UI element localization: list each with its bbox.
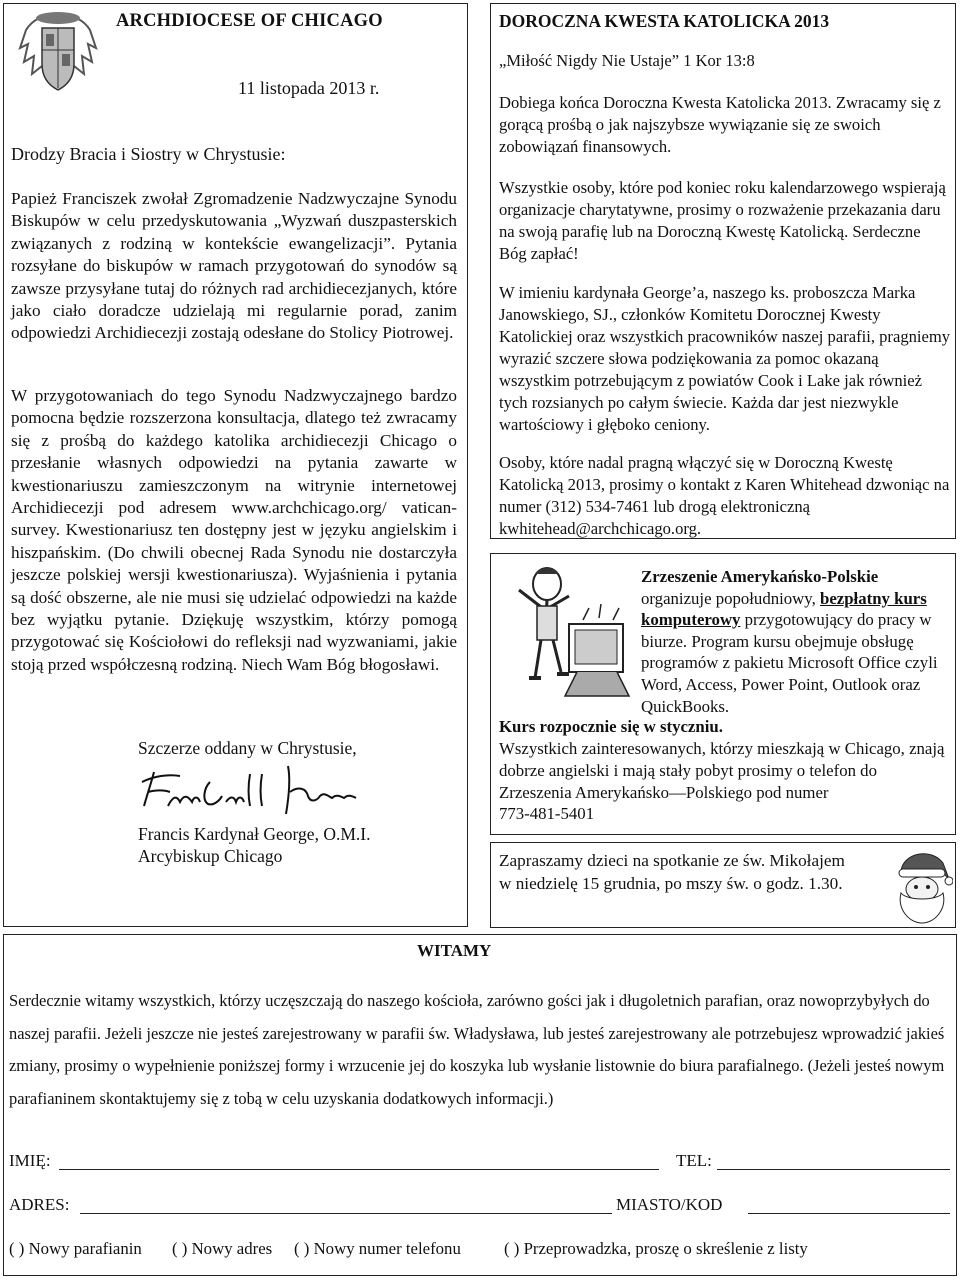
tel-field[interactable] xyxy=(717,1169,950,1170)
course-info: Wszystkich zainteresowanych, którzy mieszkają w Chicago, znają dobrze angielski i mają stały pobyt prosimy o telefon do Zrzeszenia Amerykańsko—Polskiego pod numer xyxy=(499,739,945,802)
santa-icon xyxy=(891,845,953,925)
letter-title: ARCHDIOCESE OF CHICAGO xyxy=(116,11,383,31)
course-phone: 773-481-5401 xyxy=(499,804,595,823)
course-highlight: bezpłatny kurs komputerowy xyxy=(641,588,927,630)
signature-drawing xyxy=(140,762,370,818)
santa-announcement xyxy=(490,842,956,928)
witamy-title: WITAMY xyxy=(417,941,492,960)
appeal-paragraph: Osoby, które nadal pragną włączyć się w Doroczną Kwestę Katolicką 2013, prosimy o kontakt z Karen Whitehead dzwoniąc na numer (312) 534-7461 lub drogą elektroniczną kwhitehead@archchicago.org. xyxy=(499,453,950,538)
course-text-2: przygotowujący do pracy w biurze. Program kursu obejmuje obsługę programów z pakietu Microsoft Office czyli Word, Access, Power Point, Outlook oraz QuickBooks. xyxy=(641,610,938,716)
archdiocese-letter xyxy=(3,3,468,927)
santa-text: Zapraszamy dzieci na spotkanie ze św. Mikołajem w niedzielę 15 grudnia, po mszy św. o godz. 1.30. xyxy=(499,851,845,893)
computer-course-ad xyxy=(490,553,956,835)
letter-paragraph: W przygotowaniach do tego Synodu Nadzwyczajnego bardzo pomocna będzie rozszerzona konsultacja, dlatego też zwracamy się z prośbą do każdego katolika archidiecezji Chicago o przesłanie własnych odpowiedzi na pytania zawarte w kwestionariuszu zamieszczonym na witrynie internetowej Archidiecezji pod adresem www.archchicago.org/ vatican-survey. Kwestionariusz ten dostępny jest w języku angielskim i hiszpańskim. (Do chwili obecnej Rada Synodu nie dostarczyła jeszcze polskiej wersji kwestionariusza). Wyjaśnienia i pytania są dość obszerne, ale nie musi się udzielać odpowiedzi na każde bez wyjątku pytanie. Dziękuję wszystkim, którzy pomogą przygotować się Kościołowi do refleksji nad wyzwaniami, jakie stoją przed współczesną rodziną. Niech Wam Bóg błogosławi. xyxy=(11,386,457,674)
catholic-appeal-section xyxy=(490,3,956,539)
letter-closing: Szczerze oddany w Chrystusie, xyxy=(138,738,357,758)
signer-name: Francis Kardynał George, O.M.I. xyxy=(138,824,371,844)
address-field[interactable] xyxy=(80,1213,612,1214)
option-new-parishioner[interactable]: ( ) Nowy parafianin xyxy=(9,1239,142,1258)
name-field[interactable] xyxy=(59,1169,659,1170)
witamy-body: Serdecznie witamy wszystkich, którzy uczęszczają do naszego kościoła, zarówno gości jak i długoletnich parafian, oraz nowoprzybyłych do naszej parafii. Jeżeli jeszcze nie jesteś zarejestrowany w parafii św. Władysława, lub jesteś zarejestrowany ale potrzebujesz wprowadzić jakieś zmiany, prosimy o wypełnienie poniższej formy i wrzucenie jej do koszyka lub wysłanie listownie do biura parafialnego. (Jeżeli jesteś nowym parafianinem skontaktujemy się z tobą w celu uzyskania dodatkowych informacji.) xyxy=(9,991,945,1108)
course-description xyxy=(641,566,947,717)
address-label: ADRES: xyxy=(9,1195,70,1214)
city-label: MIASTO/KOD xyxy=(616,1195,723,1214)
city-field[interactable] xyxy=(748,1213,950,1214)
course-org: Zrzeszenie Amerykańsko-Polskie xyxy=(641,567,879,586)
name-label: IMIĘ: xyxy=(9,1151,51,1170)
option-moving-remove[interactable]: ( ) Przeprowadzka, proszę o skreślenie z listy xyxy=(504,1239,808,1258)
letter-paragraph: Papież Franciszek zwołał Zgromadzenie Nadzwyczajne Synodu Biskupów w celu przedyskutowania „Wyzwań duszpasterskich związanych z rodziną w kontekście ewangelizacji”. Pytania rozsyłane do biskupów w ramach przygotowań do synodów są zawsze przysyłane tutaj do różnych rad archidiecezjanych, które jako ciało doradcze udzielają mi regularnie porad, zanim odpowiedzi Archidiecezji zostają odesłane do Stolicy Piotrowej. xyxy=(11,189,457,343)
letter-date: 11 listopada 2013 r. xyxy=(238,78,380,98)
appeal-paragraph: Dobiega końca Doroczna Kwesta Katolicka 2013. Zwracamy się z gorącą prośbą o jak najszybsze wywiązanie się ze swoich zobowiązań finansowych. xyxy=(499,93,941,156)
option-new-phone[interactable]: ( ) Nowy numer telefonu xyxy=(294,1239,461,1258)
appeal-paragraph: W imieniu kardynała George’a, naszego ks. proboszcza Marka Janowskiego, SJ., członków Komitetu Dorocznej Kwesty Katolickiej oraz wszystkich pracowników naszej parafii, pragniemy wyrazić szczere słowa podziękowania za pomoc okazaną wszystkim potrzebującym z powiatów Cook i Lake jak również tych rozsianych po całym świecie. Każda dar jest niezwykle wartościowy i głęboko ceniony. xyxy=(499,283,951,434)
frustrated-computer-user-icon xyxy=(499,560,635,710)
signer-title: Arcybiskup Chicago xyxy=(138,846,283,866)
appeal-paragraph: Wszystkie osoby, które pod koniec roku kalendarzowego wspierają organizacje charytatywne, prosimy o rozważenie przekazania daru na swoją parafię lub na Doroczną Kwestę Katolicką. Serdeczne Bóg zapłać! xyxy=(499,178,946,263)
course-text-1: organizuje popołudniowy, xyxy=(641,588,820,608)
tel-label: TEL: xyxy=(676,1151,712,1170)
option-new-address[interactable]: ( ) Nowy adres xyxy=(172,1239,273,1258)
course-start: Kurs rozpocznie się w styczniu. xyxy=(499,717,723,736)
welcome-registration-form xyxy=(3,934,957,1276)
appeal-quote: „Miłość Nigdy Nie Ustaje” 1 Kor 13:8 xyxy=(499,51,755,70)
appeal-title: DOROCZNA KWESTA KATOLICKA 2013 xyxy=(499,11,830,31)
letter-greeting: Drodzy Bracia i Siostry w Chrystusie: xyxy=(11,144,286,164)
coat-of-arms-icon xyxy=(14,8,102,98)
